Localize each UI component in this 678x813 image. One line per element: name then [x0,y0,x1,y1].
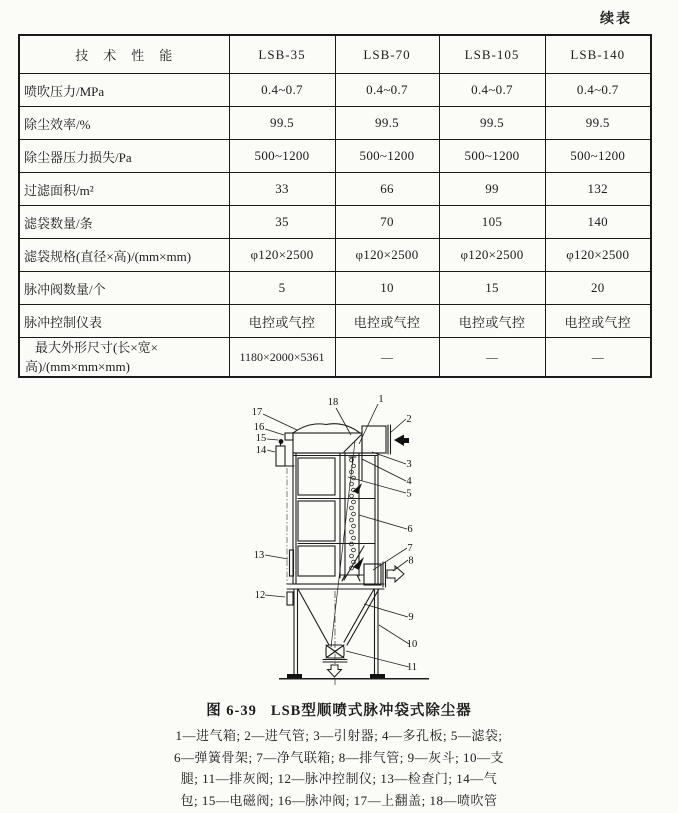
callout-13: 13 [253,550,265,561]
continued-table-label: 续表 [600,12,632,27]
air-bag [276,446,285,466]
table-cell: 0.4~0.7 [335,74,439,107]
table-cell: 66 [335,173,439,206]
hopper [298,589,329,645]
table-cell: φ120×2500 [335,239,439,272]
col-header-lsb70: LSB-70 [335,35,439,74]
figure-caption [0,699,678,720]
table-cell: 电控或气控 [439,305,545,338]
col-header-lsb35: LSB-35 [229,35,335,74]
row-header: 喷吹压力/MPa [19,74,229,107]
table-cell: 5 [229,272,335,305]
table-cell: 电控或气控 [229,305,335,338]
spring-frame-dots [350,458,356,570]
table-cell: φ120×2500 [545,239,651,272]
callout-14: 14 [255,445,267,456]
outline-arrows [328,566,405,677]
figure-diagram-area [0,390,678,693]
table-cell: — [439,338,545,378]
solenoid-valve [279,439,284,444]
table-cell: φ120×2500 [229,239,335,272]
callout-2: 2 [406,414,412,425]
figure-legend [0,725,678,811]
callout-9: 9 [408,612,414,623]
dust-discharge-arrow [328,665,342,677]
table-row [19,206,651,239]
table-cell: 132 [545,173,651,206]
inlet-flow-arrow [394,435,409,447]
table-cell: — [545,338,651,378]
callout-7: 7 [407,543,413,554]
table-cell: 1180×2000×5361 [229,338,335,378]
table-cell: 99.5 [545,107,651,140]
table-cell: 33 [229,173,335,206]
table-cell: 500~1200 [335,140,439,173]
row-header: 脉冲控制仪表 [19,305,229,338]
col-header-lsb140: LSB-140 [545,35,651,74]
figure-title: LSB型顺喷式脉冲袋式除尘器 [270,703,472,719]
callout-6: 6 [407,524,413,535]
table-row [19,338,651,378]
row-header: 滤袋规格(直径×高)/(mm×mm) [19,239,229,272]
callout-3: 3 [406,459,412,470]
pulse-controller [287,592,293,605]
table-cell: 99.5 [335,107,439,140]
table-cell: 105 [439,206,545,239]
row-header: 过滤面积/m² [19,173,229,206]
table-cell: 500~1200 [439,140,545,173]
table-cell: 15 [439,272,545,305]
table-cell: 10 [335,272,439,305]
legend-line: 6—弹簧骨架; 7—净气联箱; 8—排气管; 9—灰斗; 10—支 [174,749,504,765]
row-header: 除尘器压力损失/Pa [19,140,229,173]
top-lid [293,424,360,433]
row-header: 最大外形尺寸(长×宽×高)/(mm×mm×mm) [19,338,229,378]
spec-table [18,34,652,378]
legend-line: 包; 15—电磁阀; 16—脉冲阀; 17—上翻盖; 18—喷吹管 [180,792,498,808]
table-cell: 35 [229,206,335,239]
row-header: 脉冲阀数量/个 [19,272,229,305]
callout-12: 12 [254,590,266,601]
table-row [19,239,651,272]
row-header: 滤袋数量/条 [19,206,229,239]
table-cell: 0.4~0.7 [545,74,651,107]
row-header: 除尘效率/% [19,107,229,140]
callout-4: 4 [406,476,412,487]
exhaust-flow-arrow [387,566,404,582]
legend-line: 腿; 11—排灰阀; 12—脉冲控制仪; 13—检查门; 14—气 [180,771,498,786]
table-cell: 电控或气控 [335,305,439,338]
table-row [19,140,651,173]
intake-box [293,433,362,453]
pulse-valve [285,433,293,440]
table-cell: φ120×2500 [439,239,545,272]
table-cell: 20 [545,272,651,305]
table-cell: — [335,338,439,378]
table-header-row [19,35,651,74]
legend-line: 1—进气箱; 2—进气管; 3—引射器; 4—多孔板; 5—滤袋; [175,728,503,743]
table-cell: 140 [545,206,651,239]
table-cell: 99.5 [439,107,545,140]
callout-5: 5 [406,488,412,500]
table-row [19,173,651,206]
callout-10: 10 [406,639,418,650]
table-cell: 500~1200 [229,140,335,173]
callout-17: 17 [251,407,263,418]
callout-15: 15 [255,433,267,444]
col-header-lsb105: LSB-105 [439,35,545,74]
table-row [19,305,651,338]
table-cell: 电控或气控 [545,305,651,338]
callout-8: 8 [408,555,414,567]
dust-collector-diagram [249,390,429,688]
table-row [19,107,651,140]
table-cell: 500~1200 [545,140,651,173]
table-cell: 99 [439,173,545,206]
table-cell: 99.5 [229,107,335,140]
col-header-performance: 技 术 性 能 [19,35,229,74]
callout-1: 1 [378,394,384,405]
table-row [19,272,651,305]
table-cell: 0.4~0.7 [439,74,545,107]
table-row [19,74,651,107]
callout-11: 11 [406,662,418,673]
diagram-structure [276,424,391,674]
table-cell: 0.4~0.7 [229,74,335,107]
callout-16: 16 [253,422,265,433]
figure-number: 图 6-39 [206,703,257,719]
table-cell: 70 [335,206,439,239]
callout-18: 18 [327,397,339,408]
